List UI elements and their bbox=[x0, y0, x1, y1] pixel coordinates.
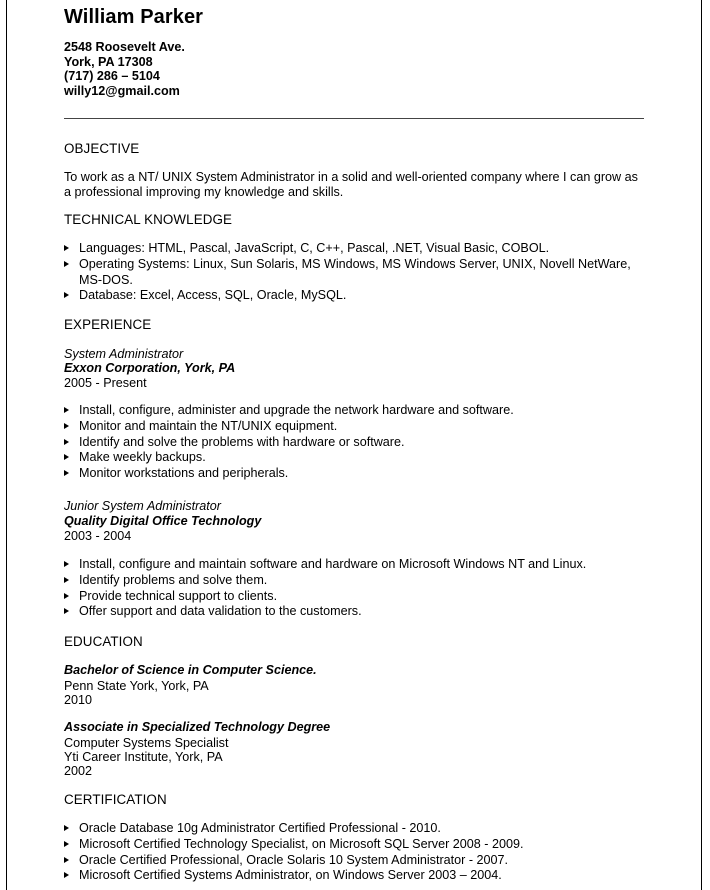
job-duties-list bbox=[64, 557, 644, 620]
degree-specialty: Computer Systems Specialist bbox=[64, 736, 229, 750]
job-dates: 2003 - 2004 bbox=[64, 529, 132, 543]
school-name: Yti Career Institute, York, PA bbox=[64, 750, 223, 764]
bullet-icon bbox=[64, 470, 69, 476]
contact-block bbox=[64, 40, 185, 98]
bullet-icon bbox=[64, 423, 69, 429]
list-item: Microsoft Certified Systems Administrator, on Windows Server 2003 – 2004. bbox=[64, 868, 644, 884]
header-divider bbox=[64, 118, 644, 119]
list-item: Monitor workstations and peripherals. bbox=[64, 466, 644, 482]
bullet-icon bbox=[64, 407, 69, 413]
certification-list bbox=[64, 821, 644, 884]
bullet-icon bbox=[64, 857, 69, 863]
list-item: Identify and solve the problems with hardware or software. bbox=[64, 435, 644, 451]
bullet-icon bbox=[64, 577, 69, 583]
certification-heading: CERTIFICATION bbox=[64, 792, 167, 807]
bullet-icon bbox=[64, 245, 69, 251]
bullet-icon bbox=[64, 825, 69, 831]
graduation-year: 2002 bbox=[64, 764, 93, 778]
bullet-icon bbox=[64, 608, 69, 614]
objective-text: To work as a NT/ UNIX System Administrator in a solid and well-oriented company where I can grow as a professional improving my knowledge and skills. bbox=[64, 170, 638, 199]
address-line-1: 2548 Roosevelt Ave. bbox=[64, 40, 185, 54]
objective-heading: OBJECTIVE bbox=[64, 141, 140, 156]
technical-knowledge-list bbox=[64, 241, 644, 304]
list-item: Identify problems and solve them. bbox=[64, 573, 644, 589]
bullet-icon bbox=[64, 872, 69, 878]
bullet-icon bbox=[64, 841, 69, 847]
address-line-2: York, PA 17308 bbox=[64, 54, 153, 69]
school-name: Penn State York, York, PA bbox=[64, 679, 209, 693]
list-item: Oracle Database 10g Administrator Certified Professional - 2010. bbox=[64, 821, 644, 837]
bullet-icon bbox=[64, 593, 69, 599]
page-border-right bbox=[701, 0, 702, 890]
list-item: Database: Excel, Access, SQL, Oracle, MySQL. bbox=[64, 288, 644, 304]
education-heading: EDUCATION bbox=[64, 634, 143, 649]
job-title: Junior System Administrator bbox=[64, 499, 222, 513]
list-item: Microsoft Certified Technology Specialist, on Microsoft SQL Server 2008 - 2009. bbox=[64, 837, 644, 853]
list-item: Languages: HTML, Pascal, JavaScript, C, C++, Pascal, .NET, Visual Basic, COBOL. bbox=[64, 241, 644, 257]
list-item: Oracle Certified Professional, Oracle Solaris 10 System Administrator - 2007. bbox=[64, 853, 644, 869]
list-item: Operating Systems: Linux, Sun Solaris, MS Windows, MS Windows Server, UNIX, Novell NetWare, MS-DOS. bbox=[64, 257, 644, 289]
bullet-icon bbox=[64, 439, 69, 445]
bullet-icon bbox=[64, 261, 69, 267]
applicant-name: William Parker bbox=[64, 6, 204, 28]
list-item: Offer support and data validation to the customers. bbox=[64, 604, 644, 620]
email-address: willy12@gmail.com bbox=[64, 83, 180, 98]
graduation-year: 2010 bbox=[64, 693, 93, 707]
job-duties-list bbox=[64, 403, 644, 482]
list-item: Provide technical support to clients. bbox=[64, 589, 644, 605]
job-title: System Administrator bbox=[64, 347, 184, 361]
bullet-icon bbox=[64, 454, 69, 460]
page-border-left bbox=[6, 0, 7, 890]
job-company: Exxon Corporation, York, PA bbox=[64, 361, 236, 375]
list-item: Install, configure and maintain software and hardware on Microsoft Windows NT and Linux. bbox=[64, 557, 644, 573]
job-company: Quality Digital Office Technology bbox=[64, 514, 262, 528]
technical-knowledge-heading: TECHNICAL KNOWLEDGE bbox=[64, 212, 233, 227]
list-item: Make weekly backups. bbox=[64, 450, 644, 466]
bullet-icon bbox=[64, 561, 69, 567]
degree-title: Bachelor of Science in Computer Science. bbox=[64, 663, 317, 677]
degree-title: Associate in Specialized Technology Degree bbox=[64, 720, 331, 734]
list-item: Install, configure, administer and upgrade the network hardware and software. bbox=[64, 403, 644, 419]
bullet-icon bbox=[64, 292, 69, 298]
experience-heading: EXPERIENCE bbox=[64, 317, 152, 332]
list-item: Monitor and maintain the NT/UNIX equipment. bbox=[64, 419, 644, 435]
phone-number: (717) 286 – 5104 bbox=[64, 69, 160, 83]
job-dates: 2005 - Present bbox=[64, 376, 147, 390]
